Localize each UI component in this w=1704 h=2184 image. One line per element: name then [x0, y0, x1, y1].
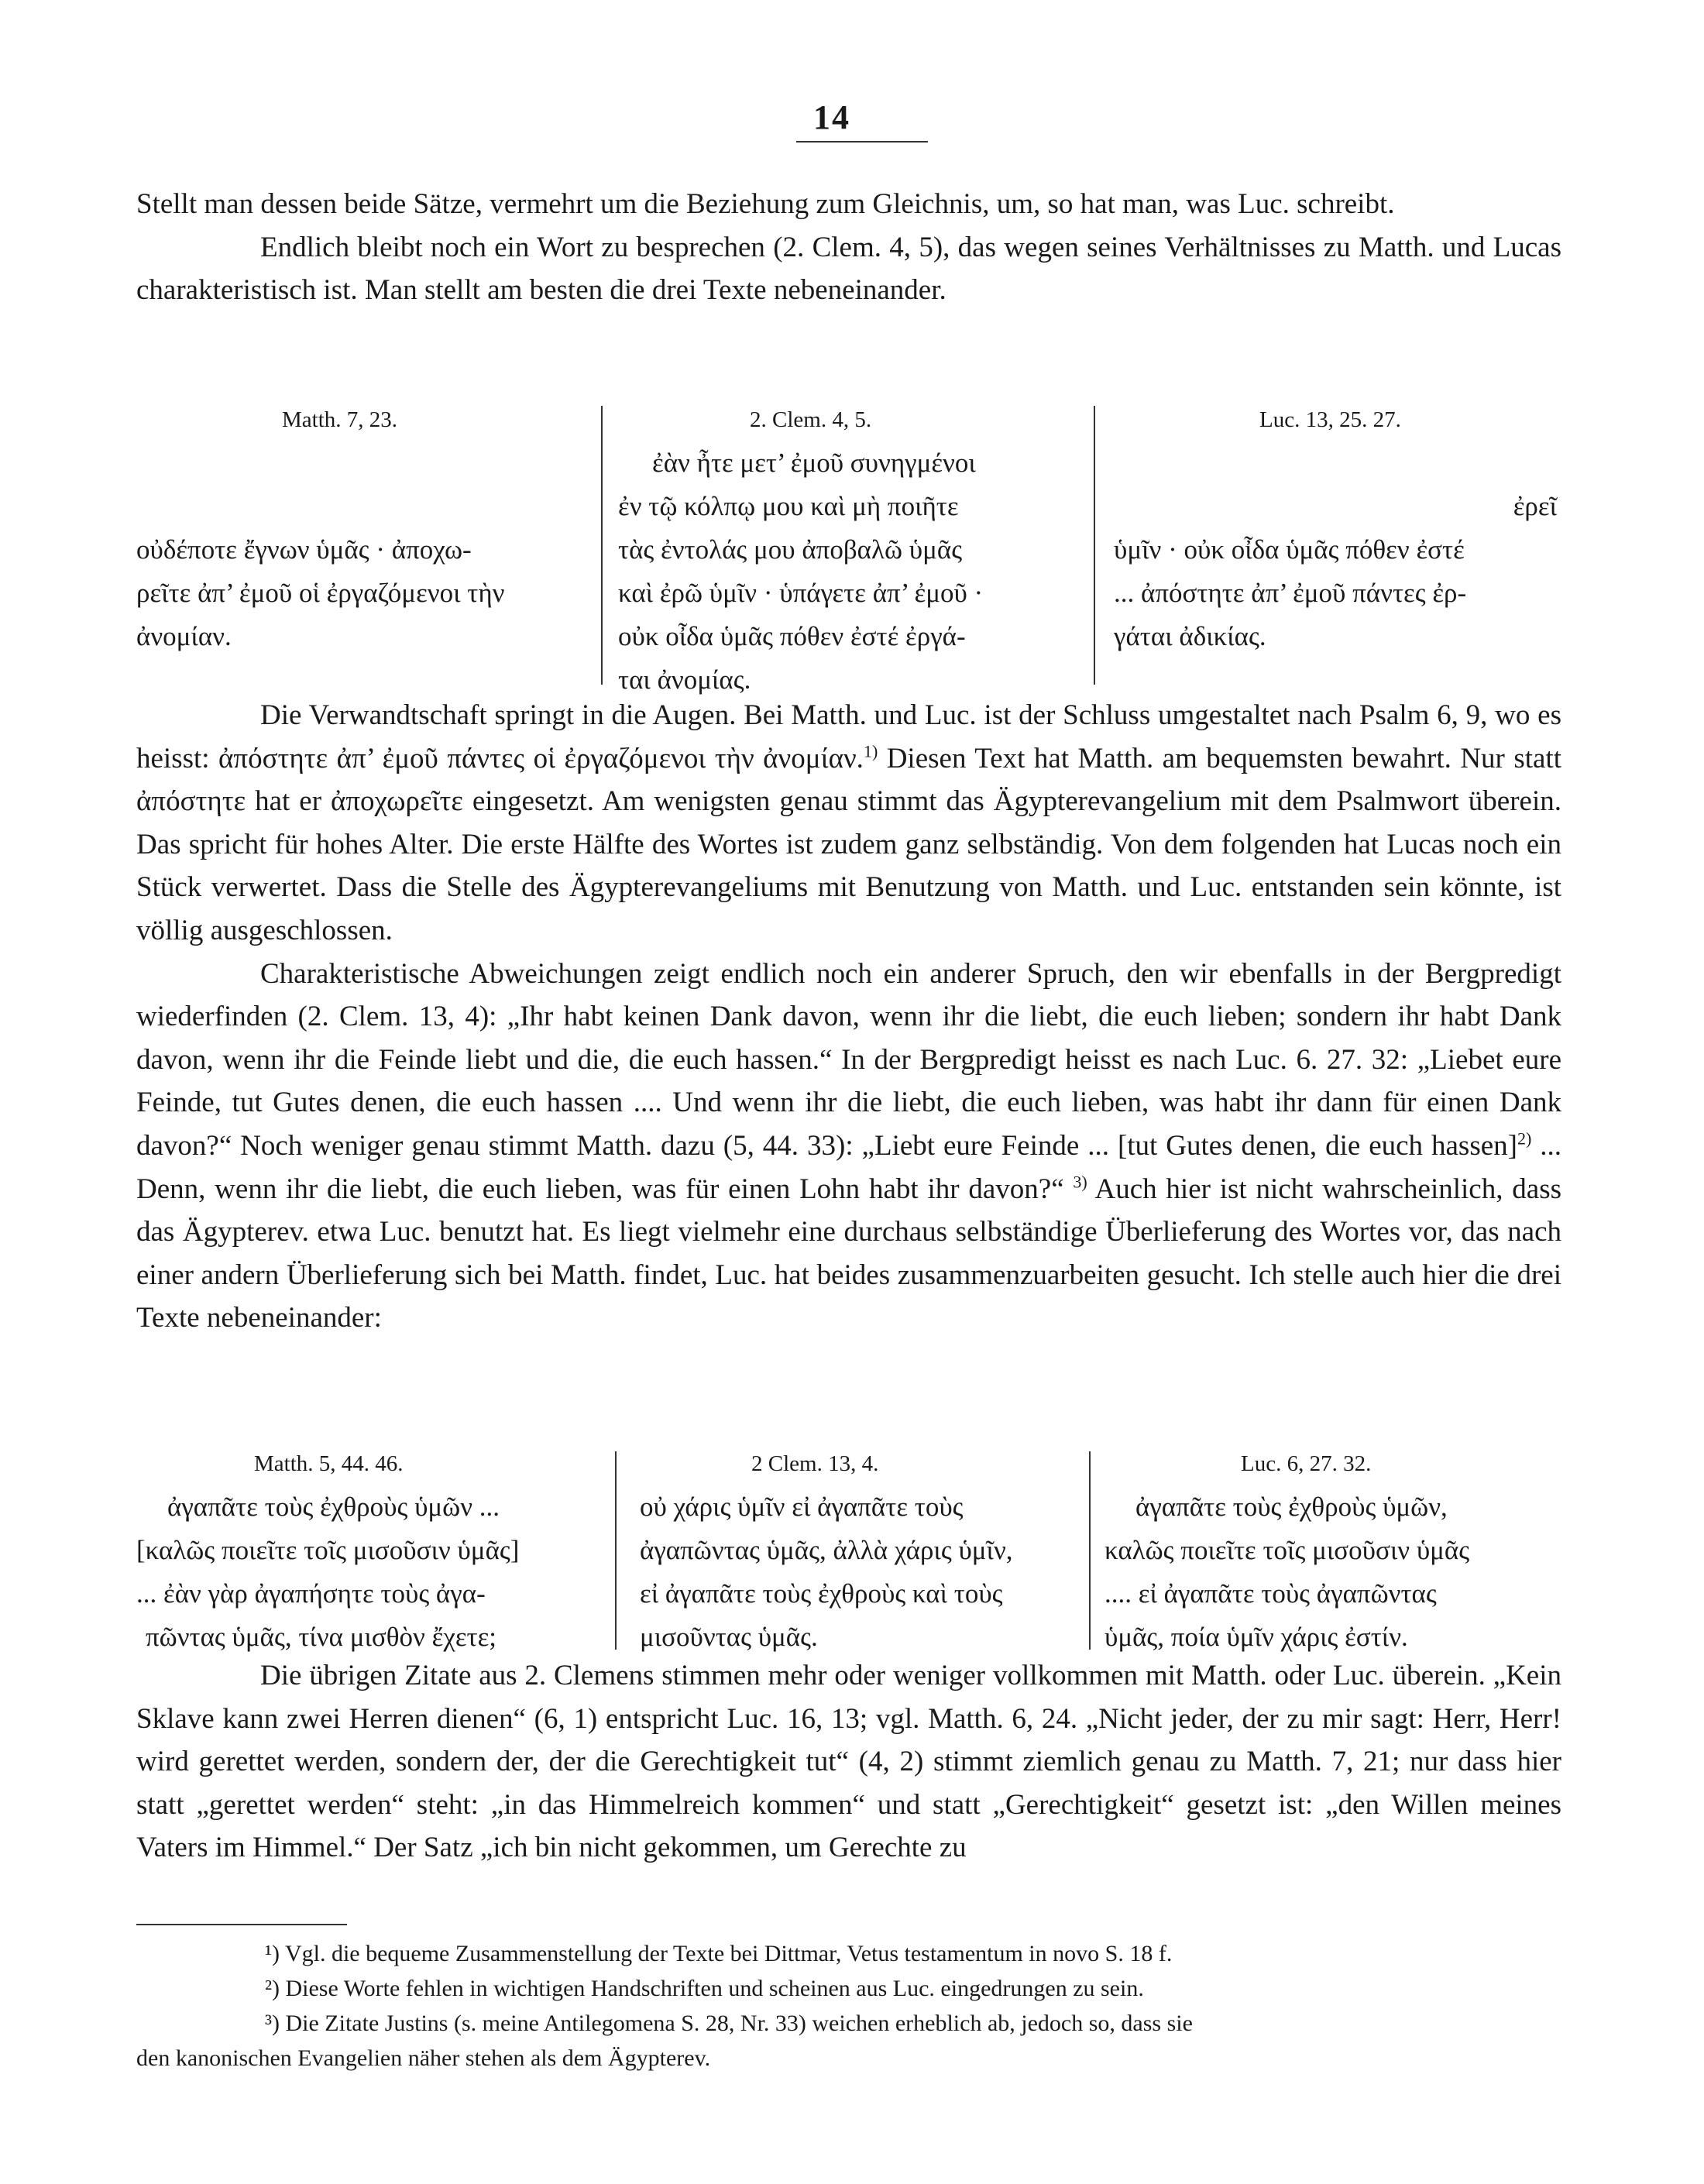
- table1-col1-heading: Matth. 7, 23.: [282, 407, 398, 432]
- table1-col2-line: ἐὰν ἦτε μετ’ ἐμοῦ συνηγμένοι: [652, 448, 976, 478]
- table2-col1-heading: Matth. 5, 44. 46.: [254, 1451, 404, 1476]
- table1-col3-line: γάται ἀδικίας.: [1114, 621, 1266, 651]
- footnote-ref: 3): [1073, 1172, 1087, 1192]
- paragraph-4-part: ... Denn, wenn ihr die liebt, die euch lieben, was für einen Lohn habt ihr davon?“: [136, 1129, 1561, 1205]
- table1-col2-line: καὶ ἐρῶ ὑμῖν · ὑπάγετε ἀπ’ ἐμοῦ ·: [618, 578, 984, 608]
- footnote-separator: [136, 1924, 347, 1925]
- paragraph-3: [136, 694, 1561, 953]
- table2-col1-line: [καλῶς ποιεῖτε τοῖς μισοῦσιν ὑμᾶς]: [136, 1535, 520, 1565]
- column-divider: [615, 1451, 617, 1650]
- table2-col2-line: εἰ ἀγαπᾶτε τοὺς ἐχθροὺς καὶ τοὺς: [640, 1578, 1003, 1609]
- footnote-ref: 1): [863, 741, 878, 761]
- table1-column-matthew: [136, 398, 578, 658]
- table1-col1-line: ρεῖτε ἀπ’ ἐμοῦ οἱ ἐργαζόμενοι τὴν: [136, 578, 505, 608]
- footnote-1: ¹) Vgl. die bequeme Zusammenstellung der Texte bei Dittmar, Vetus testamentum in novo S. 18 f.: [265, 1941, 1173, 1966]
- column-divider: [1089, 1451, 1091, 1650]
- table1-col2-heading: 2. Clem. 4, 5.: [750, 407, 872, 432]
- paragraph-4-part: Charakteristische Abweichungen zeigt endlich noch ein anderer Spruch, den wir ebenfalls in der Bergpredigt wiederfinden (2. Clem. 13, 4): „Ihr habt keinen Dank davon, wenn ihr die liebt, die euch lieben; sondern ihr habt Dank davon, wenn ihr die Feinde liebt und die, die euch hassen.“ In der Bergpredigt heisst es nach Luc. 6. 27. 32: „Liebet eure Feinde, tut Gutes denen, die euch hassen .... Und wenn ihr die liebt, die euch lieben, was habt ihr dann für einen Dank davon?“ Noch weniger genau stimmt Matth. dazu (5, 44. 33): „Liebt eure Feinde ... [tut Gutes denen, die euch hassen]: [136, 957, 1561, 1162]
- parallel-texts-table-2: [136, 1442, 1561, 1651]
- table1-col1-line: οὐδέποτε ἔγνων ὑμᾶς · ἀποχω-: [136, 534, 472, 565]
- parallel-texts-table-1: [136, 398, 1561, 695]
- table1-col3-heading: Luc. 13, 25. 27.: [1259, 407, 1401, 432]
- column-divider: [1094, 406, 1095, 685]
- table2-col3-line: ὑμᾶς, ποία ὑμῖν χάρις ἐστίν.: [1105, 1622, 1408, 1652]
- table2-col3-heading: Luc. 6, 27. 32.: [1241, 1451, 1372, 1476]
- discussion-text: [136, 694, 1561, 1340]
- paragraph-4: [136, 953, 1561, 1340]
- table2-col3-line: ἀγαπᾶτε τοὺς ἐχθροὺς ὑμῶν,: [1135, 1492, 1448, 1522]
- paragraph-3-part: Diesen Text hat Matth. am bequemsten bewahrt. Nur statt ἀπόστητε hat er ἀποχωρεῖτε eingesetzt. Am wenigsten genau stimmt das Ägypterevangelium mit dem Psalmwort überein. Das spricht für hohes Alter. Die erste Hälfte des Wortes ist zudem ganz selbständig. Von dem folgenden hat Lucas noch ein Stück verwertet. Dass die Stelle des Ägypterevangeliums mit Benutzung von Matth. und Luc. entstanden sein könnte, ist völlig ausgeschlossen.: [136, 742, 1561, 946]
- table2-col2-heading: 2 Clem. 13, 4.: [751, 1451, 879, 1476]
- paragraph-1: Stellt man dessen beide Sätze, vermehrt um die Beziehung zum Gleichnis, um, so hat man, was Luc. schreibt.: [136, 188, 1395, 220]
- table2-col3-line: καλῶς ποιεῖτε τοῖς μισοῦσιν ὑμᾶς: [1105, 1535, 1470, 1565]
- paragraph-4-part: Auch hier ist nicht wahrscheinlich, dass das Ägypterev. etwa Luc. benutzt hat. Es liegt vielmehr eine durchaus selbständige Überlieferung des Wortes vor, das nach einer andern Überlieferung sich bei Matth. findet, Luc. hat beides zusammenzuarbeiten gesucht. Ich stelle auch hier die drei Texte nebeneinander:: [136, 1173, 1561, 1334]
- table2-column-matthew: [136, 1442, 601, 1659]
- paragraph-3-part: Die Verwandtschaft springt in die Augen. Bei Matth. und Luc. ist der Schluss umgestaltet nach Psalm 6, 9, wo es heisst: ἀπόστητε ἀπ’ ἐμοῦ πάντες οἱ ἐργαζόμενοι τὴν ἀνομίαν.: [136, 699, 1561, 774]
- page-number: 14: [813, 98, 850, 136]
- table2-column-luke: [1105, 1442, 1561, 1659]
- footnote-3: ³) Die Zitate Justins (s. meine Antilegomena S. 28, Nr. 33) weichen erheblich ab, jedoch so, dass sie: [265, 2011, 1193, 2036]
- table2-col1-line: ... ἐὰν γὰρ ἀγαπήσητε τοὺς ἀγα-: [136, 1578, 486, 1609]
- footnotes: [136, 1936, 1561, 2076]
- intro-text: [136, 183, 1561, 312]
- footnote-ref: 2): [1517, 1128, 1532, 1149]
- table2-col1-line: ἀγαπᾶτε τοὺς ἐχθροὺς ὑμῶν ...: [167, 1492, 500, 1522]
- footnote-3-continuation: den kanonischen Evangelien näher stehen als dem Ägypterev.: [136, 2045, 711, 2071]
- table1-col3-line: ὑμῖν · οὐκ οἶδα ὑμᾶς πόθεν ἐστέ: [1114, 534, 1465, 565]
- table1-column-luke: [1114, 398, 1561, 658]
- table1-col3-line: ἐρεῖ: [1513, 491, 1557, 521]
- table2-col3-line: .... εἰ ἀγαπᾶτε τοὺς ἀγαπῶντας: [1105, 1578, 1437, 1609]
- table2-col2-line: ἀγαπῶντας ὑμᾶς, ἀλλὰ χάρις ὑμῖν,: [640, 1535, 1013, 1565]
- table2-col2-line: μισοῦντας ὑμᾶς.: [640, 1622, 818, 1652]
- table2-column-clement: [632, 1442, 1081, 1659]
- paragraph-2: Endlich bleibt noch ein Wort zu besprechen (2. Clem. 4, 5), das wegen seines Verhältnisses zu Matth. und Lucas charakteristisch ist. Man stellt am besten die drei Texte nebeneinander.: [136, 231, 1561, 307]
- closing-text: [136, 1654, 1561, 1870]
- table2-col2-line: οὐ χάρις ὑμῖν εἰ ἀγαπᾶτε τοὺς: [640, 1492, 964, 1522]
- table1-col2-line: τὰς ἐντολάς μου ἀποβαλῶ ὑμᾶς: [618, 534, 963, 565]
- table1-col2-line: ἐν τῷ κόλπῳ μου καὶ μὴ ποιῆτε: [618, 491, 959, 521]
- table1-col2-line: ται ἀνομίας.: [618, 664, 751, 695]
- table1-col2-line: οὐκ οἶδα ὑμᾶς πόθεν ἐστέ ἐργά-: [618, 621, 966, 651]
- table1-col3-line: ... ἀπόστητε ἀπ’ ἐμοῦ πάντες ἐρ-: [1114, 578, 1467, 608]
- table2-col1-line: πῶντας ὑμᾶς, τίνα μισθὸν ἔχετε;: [146, 1622, 497, 1652]
- footnote-2: ²) Diese Worte fehlen in wichtigen Handschriften und scheinen aus Luc. eingedrungen zu sein.: [265, 1976, 1144, 2001]
- table1-column-clement: [618, 398, 1067, 702]
- column-divider: [601, 406, 603, 685]
- page-number-underline: [796, 141, 928, 143]
- paragraph-5: Die übrigen Zitate aus 2. Clemens stimmen mehr oder weniger vollkommen mit Matth. oder Luc. überein. „Kein Sklave kann zwei Herren dienen“ (6, 1) entspricht Luc. 16, 13; vgl. Matth. 6, 24. „Nicht jeder, der zu mir sagt: Herr, Herr! wird gerettet werden, sondern der, der die Gerechtigkeit tut“ (4, 2) stimmt ziemlich genau zu Matth. 7, 21; nur dass hier statt „gerettet werden“ steht: „in das Himmelreich kommen“ und statt „Gerechtigkeit“ gesetzt ist: „den Willen meines Vaters im Himmel.“ Der Satz „ich bin nicht gekommen, um Gerechte zu: [136, 1660, 1561, 1864]
- table1-col1-line: ἀνομίαν.: [136, 621, 232, 651]
